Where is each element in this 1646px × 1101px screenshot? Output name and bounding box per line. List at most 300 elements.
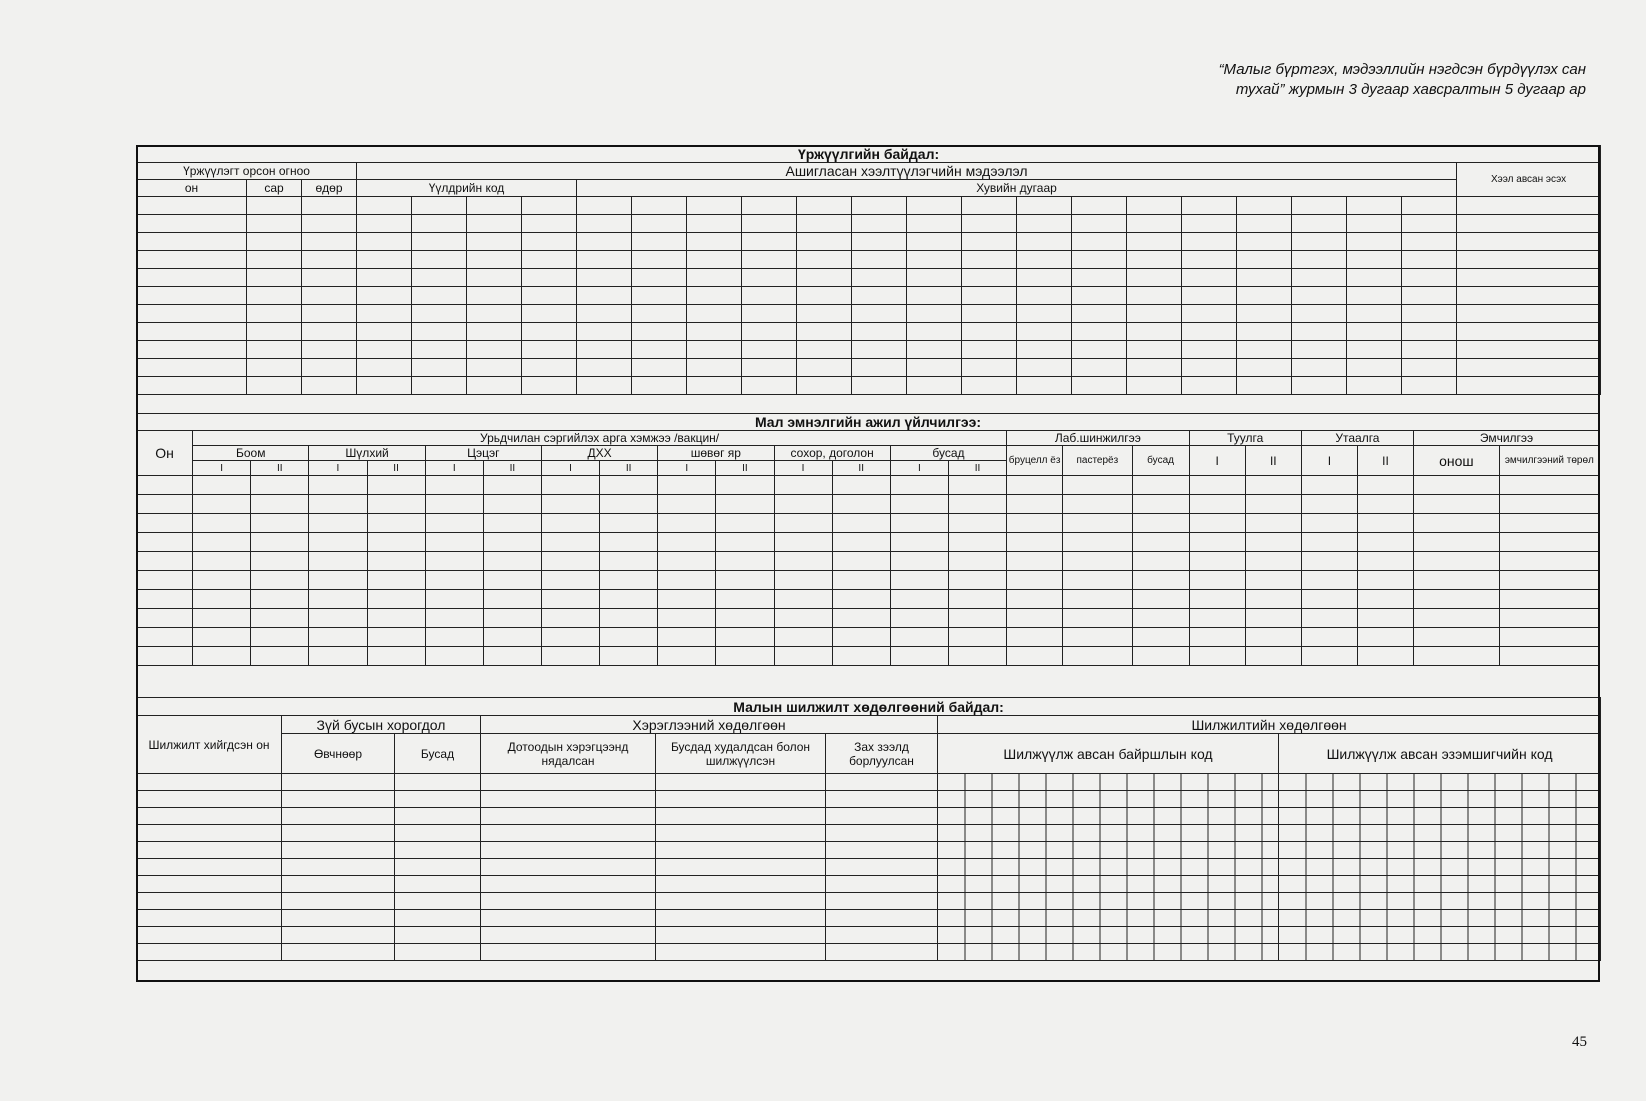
blank-cell[interactable]	[962, 305, 1017, 323]
blank-cell[interactable]	[1127, 323, 1182, 341]
blank-cell[interactable]	[282, 927, 395, 944]
blank-cell[interactable]	[1007, 628, 1063, 647]
blank-cell[interactable]	[412, 215, 467, 233]
blank-cell[interactable]	[1499, 647, 1599, 666]
blank-cell[interactable]	[687, 341, 742, 359]
blank-cell[interactable]	[1402, 251, 1457, 269]
blank-cell[interactable]	[1007, 609, 1063, 628]
blank-cell[interactable]	[656, 927, 826, 944]
blank-cell[interactable]	[412, 251, 467, 269]
blank-cell[interactable]	[1237, 287, 1292, 305]
blank-cell[interactable]	[600, 514, 658, 533]
blank-cell[interactable]	[1402, 197, 1457, 215]
blank-cell[interactable]	[1132, 647, 1189, 666]
blank-cell[interactable]	[412, 269, 467, 287]
blank-cell[interactable]	[1072, 215, 1127, 233]
blank-cell[interactable]	[852, 359, 907, 377]
blank-cell[interactable]	[1357, 476, 1413, 495]
blank-cell[interactable]	[137, 233, 247, 251]
blank-cell[interactable]	[742, 197, 797, 215]
blank-cell[interactable]	[541, 571, 599, 590]
blank-cell[interactable]	[367, 647, 425, 666]
blank-cell[interactable]	[1189, 647, 1245, 666]
blank-cell[interactable]	[852, 377, 907, 395]
blank-cell[interactable]	[137, 944, 282, 961]
blank-cell[interactable]	[1414, 476, 1500, 495]
blank-cell[interactable]	[577, 197, 632, 215]
blank-cell[interactable]	[1245, 476, 1301, 495]
blank-cell[interactable]	[826, 893, 938, 910]
blank-cell[interactable]	[742, 323, 797, 341]
blank-cell[interactable]	[907, 269, 962, 287]
blank-cell[interactable]	[367, 552, 425, 571]
blank-cell[interactable]	[826, 876, 938, 893]
blank-cell[interactable]	[357, 215, 412, 233]
blank-cell[interactable]	[658, 495, 716, 514]
blank-cell[interactable]	[742, 251, 797, 269]
blank-cell[interactable]	[251, 647, 309, 666]
blank-cell[interactable]	[522, 197, 577, 215]
blank-cell[interactable]	[1017, 341, 1072, 359]
blank-cell[interactable]	[1457, 287, 1601, 305]
code-grid-cell[interactable]	[1279, 842, 1601, 859]
blank-cell[interactable]	[522, 341, 577, 359]
blank-cell[interactable]	[1292, 359, 1347, 377]
blank-cell[interactable]	[1301, 571, 1357, 590]
blank-cell[interactable]	[1457, 269, 1601, 287]
code-grid-cell[interactable]	[1279, 859, 1601, 876]
blank-cell[interactable]	[1182, 233, 1237, 251]
blank-cell[interactable]	[1499, 476, 1599, 495]
code-grid-cell[interactable]	[1279, 893, 1601, 910]
blank-cell[interactable]	[1347, 377, 1402, 395]
blank-cell[interactable]	[483, 552, 541, 571]
blank-cell[interactable]	[282, 791, 395, 808]
blank-cell[interactable]	[1457, 233, 1601, 251]
blank-cell[interactable]	[1127, 305, 1182, 323]
blank-cell[interactable]	[247, 233, 302, 251]
blank-cell[interactable]	[962, 215, 1017, 233]
blank-cell[interactable]	[357, 269, 412, 287]
blank-cell[interactable]	[1132, 514, 1189, 533]
blank-cell[interactable]	[1245, 495, 1301, 514]
blank-cell[interactable]	[656, 808, 826, 825]
blank-cell[interactable]	[193, 590, 251, 609]
blank-cell[interactable]	[483, 476, 541, 495]
blank-cell[interactable]	[962, 251, 1017, 269]
blank-cell[interactable]	[309, 552, 367, 571]
blank-cell[interactable]	[716, 571, 774, 590]
blank-cell[interactable]	[193, 552, 251, 571]
code-grid-cell[interactable]	[938, 774, 1279, 791]
blank-cell[interactable]	[247, 323, 302, 341]
blank-cell[interactable]	[1007, 571, 1063, 590]
code-grid-cell[interactable]	[938, 859, 1279, 876]
blank-cell[interactable]	[425, 609, 483, 628]
blank-cell[interactable]	[687, 377, 742, 395]
blank-cell[interactable]	[632, 377, 687, 395]
blank-cell[interactable]	[193, 647, 251, 666]
blank-cell[interactable]	[1292, 323, 1347, 341]
blank-cell[interactable]	[1499, 609, 1599, 628]
blank-cell[interactable]	[1457, 377, 1601, 395]
blank-cell[interactable]	[826, 910, 938, 927]
blank-cell[interactable]	[1007, 590, 1063, 609]
blank-cell[interactable]	[1245, 647, 1301, 666]
blank-cell[interactable]	[395, 910, 481, 927]
blank-cell[interactable]	[774, 590, 832, 609]
blank-cell[interactable]	[658, 609, 716, 628]
blank-cell[interactable]	[1292, 305, 1347, 323]
blank-cell[interactable]	[541, 609, 599, 628]
blank-cell[interactable]	[742, 359, 797, 377]
blank-cell[interactable]	[1007, 647, 1063, 666]
blank-cell[interactable]	[890, 514, 948, 533]
blank-cell[interactable]	[522, 215, 577, 233]
blank-cell[interactable]	[467, 377, 522, 395]
code-grid-cell[interactable]	[1279, 808, 1601, 825]
blank-cell[interactable]	[302, 341, 357, 359]
blank-cell[interactable]	[1063, 609, 1132, 628]
blank-cell[interactable]	[577, 251, 632, 269]
blank-cell[interactable]	[522, 377, 577, 395]
blank-cell[interactable]	[890, 476, 948, 495]
blank-cell[interactable]	[742, 287, 797, 305]
blank-cell[interactable]	[412, 377, 467, 395]
blank-cell[interactable]	[309, 533, 367, 552]
blank-cell[interactable]	[774, 476, 832, 495]
blank-cell[interactable]	[137, 859, 282, 876]
blank-cell[interactable]	[1402, 233, 1457, 251]
blank-cell[interactable]	[467, 341, 522, 359]
blank-cell[interactable]	[522, 269, 577, 287]
blank-cell[interactable]	[774, 533, 832, 552]
blank-cell[interactable]	[1132, 590, 1189, 609]
blank-cell[interactable]	[600, 571, 658, 590]
blank-cell[interactable]	[658, 533, 716, 552]
blank-cell[interactable]	[687, 215, 742, 233]
blank-cell[interactable]	[826, 808, 938, 825]
blank-cell[interactable]	[1301, 476, 1357, 495]
blank-cell[interactable]	[1245, 552, 1301, 571]
blank-cell[interactable]	[632, 359, 687, 377]
blank-cell[interactable]	[577, 305, 632, 323]
blank-cell[interactable]	[1357, 590, 1413, 609]
blank-cell[interactable]	[251, 552, 309, 571]
blank-cell[interactable]	[1189, 609, 1245, 628]
blank-cell[interactable]	[832, 514, 890, 533]
blank-cell[interactable]	[302, 323, 357, 341]
blank-cell[interactable]	[309, 571, 367, 590]
blank-cell[interactable]	[1499, 533, 1599, 552]
blank-cell[interactable]	[948, 495, 1006, 514]
blank-cell[interactable]	[1127, 341, 1182, 359]
blank-cell[interactable]	[632, 215, 687, 233]
blank-cell[interactable]	[852, 251, 907, 269]
blank-cell[interactable]	[1292, 377, 1347, 395]
blank-cell[interactable]	[687, 287, 742, 305]
blank-cell[interactable]	[1499, 514, 1599, 533]
blank-cell[interactable]	[852, 341, 907, 359]
blank-cell[interactable]	[1072, 359, 1127, 377]
blank-cell[interactable]	[1245, 609, 1301, 628]
blank-cell[interactable]	[687, 359, 742, 377]
blank-cell[interactable]	[1063, 571, 1132, 590]
blank-cell[interactable]	[1072, 323, 1127, 341]
blank-cell[interactable]	[1357, 647, 1413, 666]
blank-cell[interactable]	[137, 359, 247, 377]
blank-cell[interactable]	[395, 842, 481, 859]
blank-cell[interactable]	[425, 571, 483, 590]
blank-cell[interactable]	[1189, 571, 1245, 590]
code-grid-cell[interactable]	[938, 893, 1279, 910]
blank-cell[interactable]	[1301, 609, 1357, 628]
blank-cell[interactable]	[425, 628, 483, 647]
blank-cell[interactable]	[309, 628, 367, 647]
blank-cell[interactable]	[357, 197, 412, 215]
code-grid-cell[interactable]	[1279, 791, 1601, 808]
blank-cell[interactable]	[962, 377, 1017, 395]
blank-cell[interactable]	[742, 233, 797, 251]
blank-cell[interactable]	[658, 514, 716, 533]
code-grid-cell[interactable]	[1279, 927, 1601, 944]
blank-cell[interactable]	[716, 533, 774, 552]
blank-cell[interactable]	[251, 590, 309, 609]
blank-cell[interactable]	[425, 552, 483, 571]
blank-cell[interactable]	[282, 859, 395, 876]
blank-cell[interactable]	[1499, 628, 1599, 647]
blank-cell[interactable]	[251, 495, 309, 514]
blank-cell[interactable]	[774, 609, 832, 628]
blank-cell[interactable]	[541, 647, 599, 666]
blank-cell[interactable]	[826, 774, 938, 791]
blank-cell[interactable]	[826, 859, 938, 876]
blank-cell[interactable]	[797, 287, 852, 305]
blank-cell[interactable]	[367, 628, 425, 647]
blank-cell[interactable]	[774, 647, 832, 666]
blank-cell[interactable]	[656, 910, 826, 927]
blank-cell[interactable]	[774, 628, 832, 647]
blank-cell[interactable]	[832, 647, 890, 666]
blank-cell[interactable]	[467, 287, 522, 305]
blank-cell[interactable]	[282, 774, 395, 791]
blank-cell[interactable]	[1414, 571, 1500, 590]
blank-cell[interactable]	[1347, 323, 1402, 341]
blank-cell[interactable]	[302, 269, 357, 287]
blank-cell[interactable]	[1127, 215, 1182, 233]
blank-cell[interactable]	[1292, 233, 1347, 251]
blank-cell[interactable]	[1301, 590, 1357, 609]
blank-cell[interactable]	[687, 305, 742, 323]
blank-cell[interactable]	[522, 251, 577, 269]
blank-cell[interactable]	[1182, 287, 1237, 305]
blank-cell[interactable]	[658, 628, 716, 647]
code-grid-cell[interactable]	[938, 927, 1279, 944]
blank-cell[interactable]	[522, 323, 577, 341]
blank-cell[interactable]	[412, 287, 467, 305]
blank-cell[interactable]	[522, 233, 577, 251]
blank-cell[interactable]	[577, 215, 632, 233]
code-grid-cell[interactable]	[938, 944, 1279, 961]
blank-cell[interactable]	[656, 944, 826, 961]
blank-cell[interactable]	[1189, 590, 1245, 609]
blank-cell[interactable]	[251, 476, 309, 495]
blank-cell[interactable]	[1414, 514, 1500, 533]
blank-cell[interactable]	[962, 287, 1017, 305]
blank-cell[interactable]	[1072, 269, 1127, 287]
blank-cell[interactable]	[632, 251, 687, 269]
blank-cell[interactable]	[1189, 495, 1245, 514]
blank-cell[interactable]	[1301, 514, 1357, 533]
blank-cell[interactable]	[522, 305, 577, 323]
blank-cell[interactable]	[137, 825, 282, 842]
blank-cell[interactable]	[481, 825, 656, 842]
blank-cell[interactable]	[852, 233, 907, 251]
blank-cell[interactable]	[832, 609, 890, 628]
blank-cell[interactable]	[948, 590, 1006, 609]
blank-cell[interactable]	[282, 944, 395, 961]
blank-cell[interactable]	[600, 647, 658, 666]
blank-cell[interactable]	[1245, 533, 1301, 552]
blank-cell[interactable]	[656, 893, 826, 910]
blank-cell[interactable]	[890, 552, 948, 571]
blank-cell[interactable]	[948, 609, 1006, 628]
blank-cell[interactable]	[1237, 251, 1292, 269]
blank-cell[interactable]	[1402, 305, 1457, 323]
blank-cell[interactable]	[1072, 233, 1127, 251]
blank-cell[interactable]	[742, 377, 797, 395]
blank-cell[interactable]	[309, 609, 367, 628]
blank-cell[interactable]	[467, 233, 522, 251]
blank-cell[interactable]	[395, 774, 481, 791]
blank-cell[interactable]	[541, 476, 599, 495]
blank-cell[interactable]	[656, 825, 826, 842]
blank-cell[interactable]	[716, 514, 774, 533]
blank-cell[interactable]	[962, 323, 1017, 341]
blank-cell[interactable]	[1499, 552, 1599, 571]
blank-cell[interactable]	[522, 287, 577, 305]
blank-cell[interactable]	[137, 927, 282, 944]
blank-cell[interactable]	[1245, 514, 1301, 533]
blank-cell[interactable]	[1237, 359, 1292, 377]
blank-cell[interactable]	[425, 590, 483, 609]
blank-cell[interactable]	[481, 944, 656, 961]
blank-cell[interactable]	[1414, 628, 1500, 647]
blank-cell[interactable]	[1007, 495, 1063, 514]
blank-cell[interactable]	[1072, 287, 1127, 305]
blank-cell[interactable]	[797, 215, 852, 233]
blank-cell[interactable]	[1127, 251, 1182, 269]
blank-cell[interactable]	[1182, 269, 1237, 287]
blank-cell[interactable]	[716, 476, 774, 495]
blank-cell[interactable]	[1347, 269, 1402, 287]
blank-cell[interactable]	[483, 571, 541, 590]
blank-cell[interactable]	[716, 552, 774, 571]
blank-cell[interactable]	[481, 774, 656, 791]
blank-cell[interactable]	[1063, 647, 1132, 666]
blank-cell[interactable]	[1063, 514, 1132, 533]
blank-cell[interactable]	[481, 893, 656, 910]
blank-cell[interactable]	[1063, 590, 1132, 609]
blank-cell[interactable]	[832, 552, 890, 571]
blank-cell[interactable]	[137, 552, 193, 571]
blank-cell[interactable]	[1017, 233, 1072, 251]
code-grid-cell[interactable]	[938, 876, 1279, 893]
blank-cell[interactable]	[137, 842, 282, 859]
blank-cell[interactable]	[1414, 533, 1500, 552]
blank-cell[interactable]	[1182, 377, 1237, 395]
blank-cell[interactable]	[948, 647, 1006, 666]
blank-cell[interactable]	[797, 269, 852, 287]
blank-cell[interactable]	[907, 377, 962, 395]
blank-cell[interactable]	[1017, 377, 1072, 395]
blank-cell[interactable]	[357, 305, 412, 323]
blank-cell[interactable]	[541, 628, 599, 647]
blank-cell[interactable]	[774, 495, 832, 514]
blank-cell[interactable]	[395, 808, 481, 825]
blank-cell[interactable]	[1237, 341, 1292, 359]
blank-cell[interactable]	[1402, 377, 1457, 395]
blank-cell[interactable]	[1189, 533, 1245, 552]
blank-cell[interactable]	[483, 628, 541, 647]
blank-cell[interactable]	[1127, 197, 1182, 215]
blank-cell[interactable]	[1301, 552, 1357, 571]
blank-cell[interactable]	[247, 269, 302, 287]
blank-cell[interactable]	[962, 197, 1017, 215]
blank-cell[interactable]	[1127, 269, 1182, 287]
code-grid-cell[interactable]	[1279, 876, 1601, 893]
blank-cell[interactable]	[357, 251, 412, 269]
blank-cell[interactable]	[797, 341, 852, 359]
blank-cell[interactable]	[395, 927, 481, 944]
blank-cell[interactable]	[797, 377, 852, 395]
blank-cell[interactable]	[193, 628, 251, 647]
blank-cell[interactable]	[425, 476, 483, 495]
blank-cell[interactable]	[412, 233, 467, 251]
blank-cell[interactable]	[1402, 341, 1457, 359]
blank-cell[interactable]	[309, 495, 367, 514]
blank-cell[interactable]	[1007, 476, 1063, 495]
code-grid-cell[interactable]	[938, 842, 1279, 859]
blank-cell[interactable]	[247, 251, 302, 269]
blank-cell[interactable]	[600, 628, 658, 647]
blank-cell[interactable]	[1357, 514, 1413, 533]
blank-cell[interactable]	[600, 533, 658, 552]
blank-cell[interactable]	[137, 341, 247, 359]
blank-cell[interactable]	[1301, 628, 1357, 647]
blank-cell[interactable]	[1457, 305, 1601, 323]
blank-cell[interactable]	[137, 514, 193, 533]
blank-cell[interactable]	[282, 910, 395, 927]
blank-cell[interactable]	[302, 359, 357, 377]
blank-cell[interactable]	[247, 287, 302, 305]
blank-cell[interactable]	[541, 495, 599, 514]
blank-cell[interactable]	[826, 842, 938, 859]
blank-cell[interactable]	[774, 571, 832, 590]
blank-cell[interactable]	[247, 341, 302, 359]
blank-cell[interactable]	[577, 359, 632, 377]
blank-cell[interactable]	[425, 647, 483, 666]
blank-cell[interactable]	[1357, 552, 1413, 571]
blank-cell[interactable]	[1347, 341, 1402, 359]
blank-cell[interactable]	[852, 323, 907, 341]
blank-cell[interactable]	[1237, 233, 1292, 251]
blank-cell[interactable]	[600, 590, 658, 609]
blank-cell[interactable]	[193, 571, 251, 590]
blank-cell[interactable]	[1072, 377, 1127, 395]
blank-cell[interactable]	[832, 628, 890, 647]
blank-cell[interactable]	[632, 287, 687, 305]
